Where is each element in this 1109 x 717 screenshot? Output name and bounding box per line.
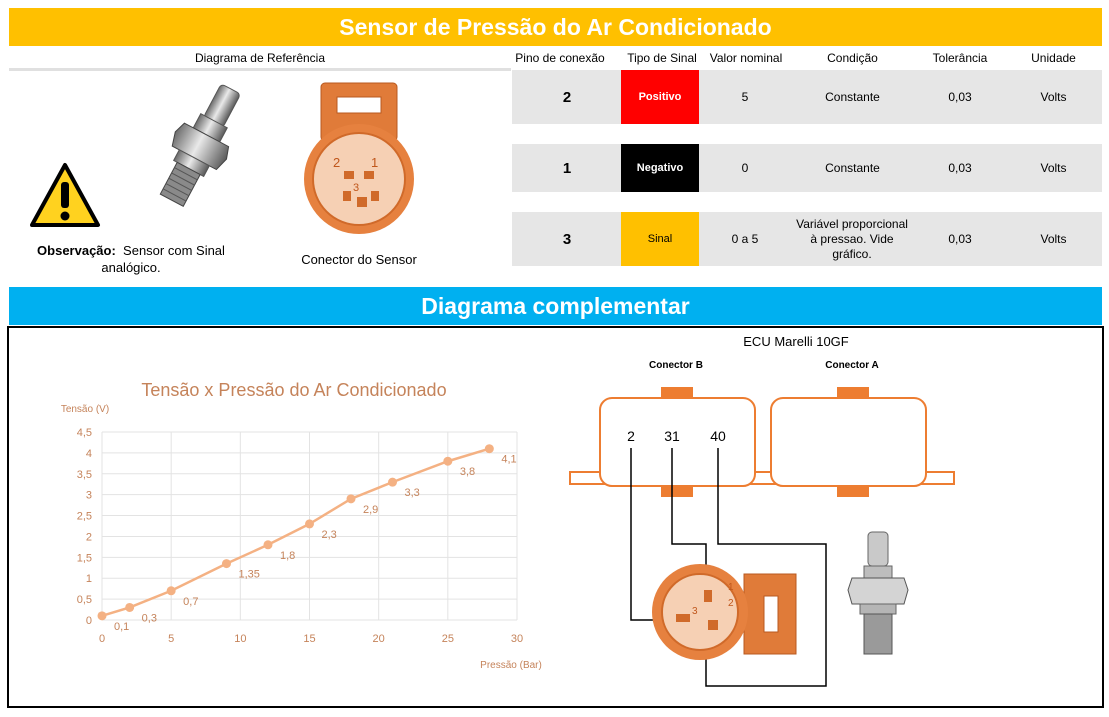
data-point	[98, 611, 107, 620]
y-axis-label: Tensão (V)	[60, 404, 110, 415]
x-axis-label: Pressão (Bar)	[480, 660, 542, 671]
data-label: 3,8	[459, 466, 476, 479]
nominal-value: 0	[741, 161, 749, 175]
unit: Volts	[1040, 232, 1067, 246]
connector-a-label: Conector A	[825, 360, 879, 371]
sensor-connector-diagram	[652, 564, 796, 660]
data-label: 0,1	[114, 620, 130, 633]
section-title: Diagrama complementar	[9, 287, 1102, 325]
x-tick-label: 20	[372, 633, 385, 645]
data-point	[443, 457, 452, 466]
signal-type-badge: Sinal	[621, 212, 699, 266]
tolerance: 0,03	[948, 161, 972, 175]
y-tick-label: 3	[85, 489, 92, 502]
connector-caption: Conector do Sensor	[301, 252, 417, 267]
data-label: 2,3	[321, 528, 337, 541]
signal-type-badge: Positivo	[621, 70, 699, 124]
pressure-sensor-small-image	[848, 532, 908, 654]
ecu-pin-label: 31	[664, 428, 680, 444]
y-tick-label: 4	[85, 447, 92, 460]
connector-b-label: Conector B	[649, 360, 703, 371]
table-row	[512, 212, 1102, 266]
page-title: Sensor de Pressão do Ar Condicionado	[9, 8, 1102, 46]
unit: Volts	[1040, 90, 1067, 104]
sensor-pin-label: 2	[728, 598, 734, 609]
pressure-sensor-image	[144, 79, 254, 219]
note-label: Observação:	[37, 243, 116, 258]
data-label: 4,1	[501, 453, 517, 466]
header-pin: Pino de conexão	[515, 51, 605, 65]
ecu-pin-label: 40	[710, 428, 726, 444]
complementary-diagram	[7, 326, 1104, 708]
warning-icon	[29, 162, 101, 228]
data-point	[305, 519, 314, 528]
data-label: 3,3	[404, 487, 420, 500]
unit: Volts	[1040, 161, 1067, 175]
tolerance: 0,03	[948, 232, 972, 246]
pin-number: 3	[562, 230, 572, 248]
header-nominal: Valor nominal	[709, 51, 783, 65]
y-tick-label: 3,5	[76, 468, 92, 481]
x-tick-label: 5	[168, 633, 175, 645]
data-point	[125, 603, 134, 612]
y-tick-label: 2,5	[76, 510, 92, 523]
data-label: 2,9	[363, 503, 379, 516]
sensor-connector-image	[299, 81, 419, 236]
y-tick-label: 0,5	[76, 594, 92, 607]
data-point	[222, 559, 231, 568]
note-text-1: Sensor com Sinal	[123, 243, 225, 258]
header-condition: Condição	[827, 51, 878, 65]
data-label: 0,7	[183, 595, 199, 608]
note	[31, 242, 231, 276]
condition-line: Variável proporcional	[796, 216, 908, 231]
data-point	[485, 444, 494, 453]
reference-heading: Diagrama de Referência	[194, 51, 326, 65]
y-tick-label: 2	[85, 531, 92, 544]
data-point	[264, 540, 273, 549]
pin-table	[512, 68, 1102, 287]
data-point	[167, 586, 176, 595]
note-text-2: analógico.	[101, 260, 161, 275]
signal-type-badge: Negativo	[621, 144, 699, 192]
connector-pin-label: 3	[353, 182, 360, 194]
condition-line: gráfico.	[832, 246, 872, 261]
data-label: 1,8	[280, 549, 296, 562]
table-row	[512, 70, 1102, 124]
reference-panel	[9, 68, 511, 287]
chart-title: Tensão x Pressão do Ar Condicionado	[141, 380, 447, 400]
data-label: 0,3	[141, 612, 157, 625]
connector-pin-label: 1	[371, 155, 379, 170]
ecu-title: ECU Marelli 10GF	[743, 334, 849, 349]
nominal-value: 0 a 5	[731, 232, 759, 246]
tolerance: 0,03	[948, 90, 972, 104]
header-tolerance: Tolerância	[932, 51, 988, 65]
x-tick-label: 15	[303, 633, 316, 645]
condition	[782, 212, 922, 266]
y-tick-label: 1	[85, 573, 92, 586]
nominal-value: 5	[741, 90, 749, 104]
y-tick-label: 1,5	[76, 552, 92, 565]
condition-line: à pressao. Vide	[810, 231, 894, 246]
x-tick-label: 25	[441, 633, 454, 645]
pin-number: 2	[562, 88, 572, 106]
condition: Constante	[825, 161, 880, 175]
voltage-pressure-chart	[9, 328, 569, 706]
ecu-pin-label: 2	[627, 428, 635, 444]
x-tick-label: 30	[510, 633, 524, 645]
sensor-pin-label: 3	[692, 606, 698, 617]
y-tick-label: 0	[85, 615, 92, 627]
sensor-pin-label: 1	[728, 582, 734, 593]
ecu-wiring-diagram	[564, 328, 1104, 706]
header-signal-type: Tipo de Sinal	[627, 51, 697, 65]
table-row	[512, 144, 1102, 192]
data-label: 1,35	[238, 568, 260, 581]
data-point	[388, 478, 397, 487]
y-tick-label: 4,5	[76, 427, 92, 439]
x-tick-label: 0	[98, 633, 106, 645]
condition: Constante	[825, 90, 880, 104]
data-point	[347, 494, 356, 503]
pin-number: 1	[562, 159, 572, 177]
connector-pin-label: 2	[333, 155, 341, 170]
x-tick-label: 10	[234, 633, 247, 645]
header-unit: Unidade	[1031, 51, 1076, 65]
